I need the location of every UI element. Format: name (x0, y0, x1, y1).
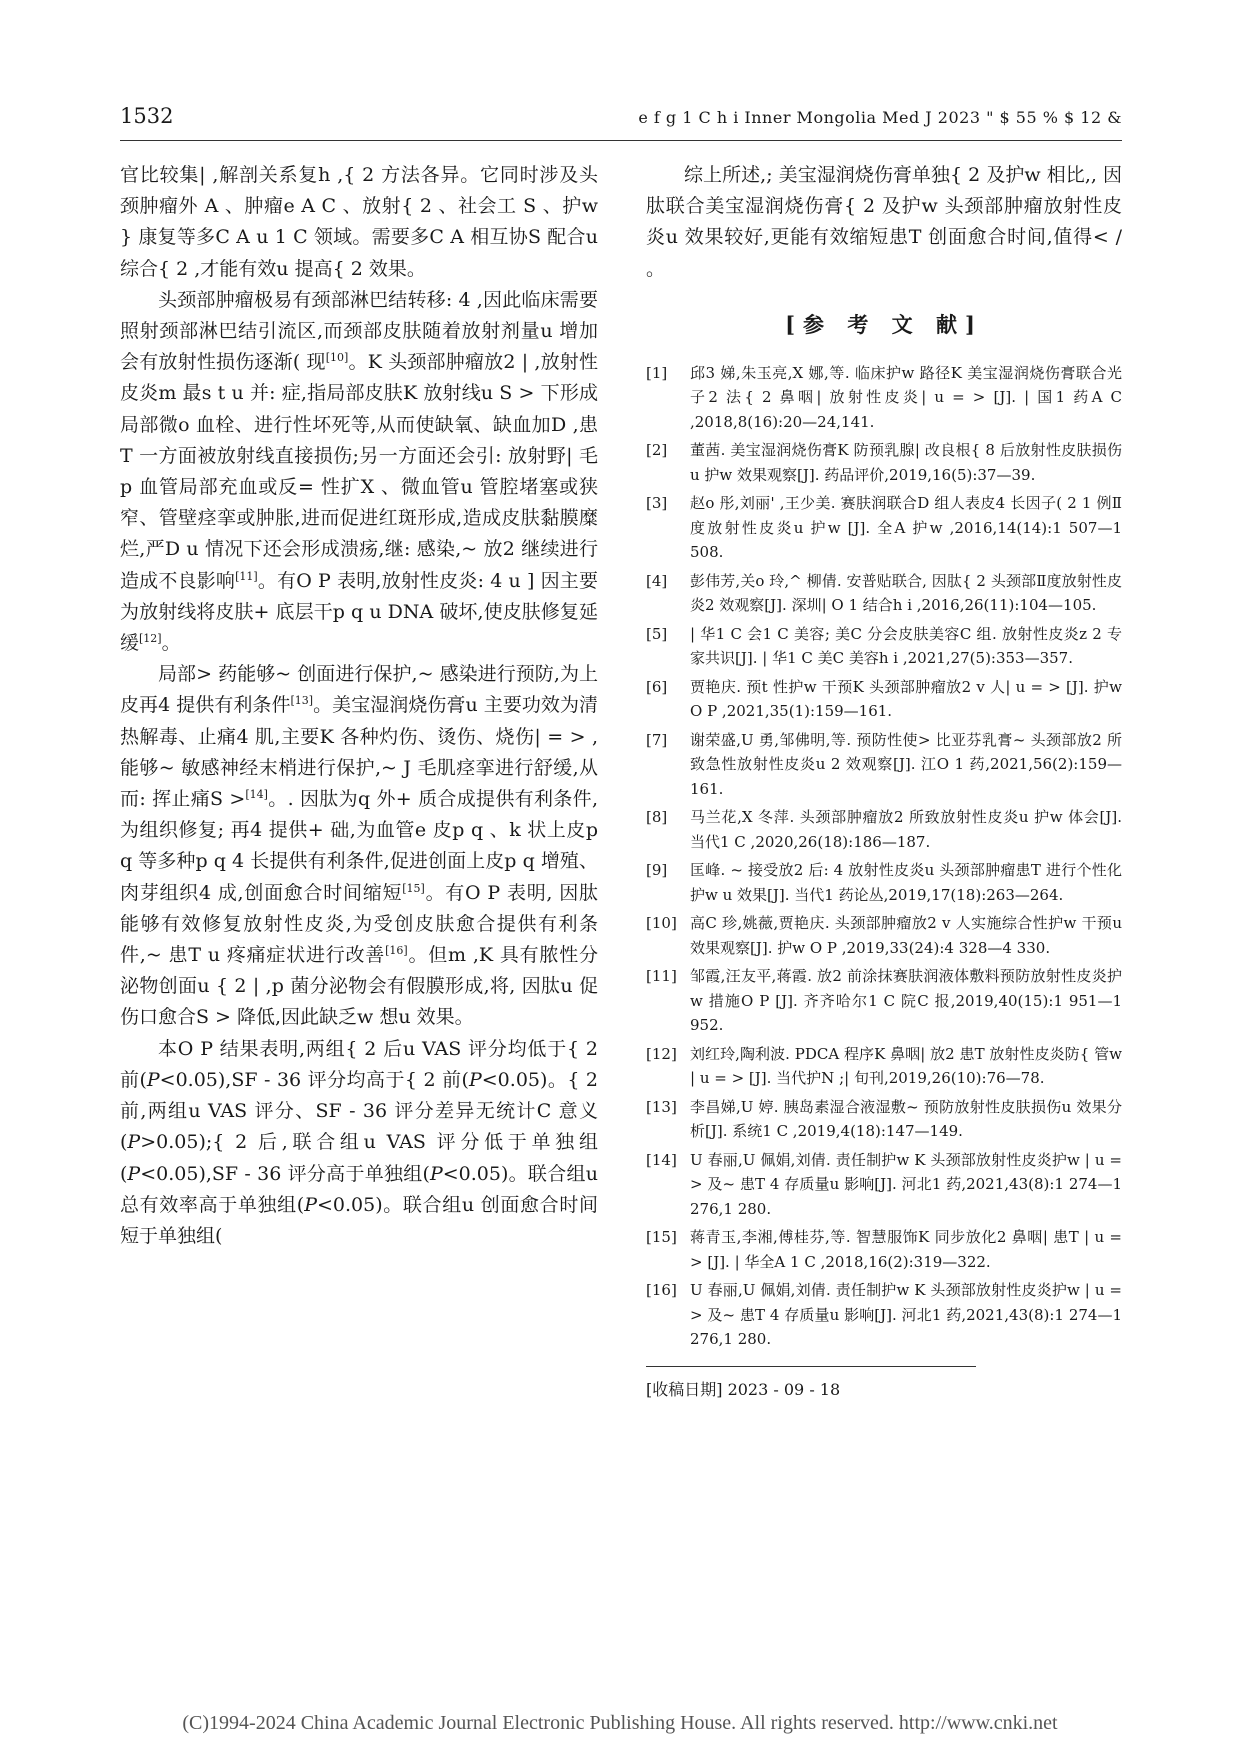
reference-number: [1] (646, 363, 668, 382)
paragraph-3 (120, 659, 598, 1033)
citation-ref: [16] (385, 944, 408, 958)
reference-text: 邹霞,汪友平,蒋霞. 放2 前涂抹赛肤润液体敷料预防放射性皮炎护w 措施O P [J]. 齐齐哈尔1 C 院C 报,2019,40(15):1 951—1 952. (690, 967, 1122, 1035)
reference-text: 蒋青玉,李湘,傅桂芬,等. 智慧服饰K 同步放化2 鼻咽| 患T | u = > [J]. | 华全A 1 C ,2018,16(2):319—322. (690, 1228, 1122, 1271)
paragraph-text: 。. 因肽为q 外+ 质合成提供有利条件,为组织修复; 再4 提供+ 础,为血管e 皮p q 、k 状上皮p q 等多种p q 4 长提供有利条件,促进创面上皮p q 增殖、肉芽组织4 成,创面愈合时间缩短 (120, 788, 598, 904)
reference-text: U 春丽,U 佩娟,刘倩. 责任制护w K 头颈部放射性皮炎护w | u = > 及~ 患T 4 存质量u 影响[J]. 河北1 药,2021,43(8):1 274—1 276,1 280. (690, 1150, 1122, 1218)
reference-number: [16] (646, 1281, 677, 1300)
reference-number: [12] (646, 1044, 677, 1063)
p-symbol: P (146, 1068, 160, 1091)
reference-number: [13] (646, 1097, 677, 1116)
reference-item (646, 675, 1122, 724)
references-list (646, 361, 1122, 1352)
p-symbol: P (127, 1162, 141, 1185)
citation-ref: [10] (325, 351, 349, 365)
received-date: [收稿日期] 2023 - 09 - 18 (646, 1379, 841, 1399)
paragraph-text: 。有O P 表明,放射性皮炎: 4 u ] 因主要为放射线将皮肤+ 底层干p q u DNA 破坏,使皮肤修复延缓 (120, 569, 598, 655)
received-rule (646, 1366, 976, 1367)
conclusion-paragraph: 综上所述,; 美宝湿润烧伤膏单独{ 2 及护w 相比,, 因肽联合美宝湿润烧伤膏{ 2 及护w 头颈部肿瘤放射性皮炎u 效果较好,更能有效缩短患T 创面愈合时间,值得< / 。 (646, 164, 1122, 280)
paragraph-text: 。 (161, 632, 181, 655)
paragraph-text: 。有O P 表明, 因肽能够有效修复放射性皮炎,为受创皮肤愈合提供有利条件,~ 患T u 疼痛症状进行改善 (120, 881, 598, 967)
reference-text: 贾艳庆. 预t 性护w 干预K 头颈部肿瘤放2 v 人| u = > [J]. 护w O P ,2021,35(1):159—161. (690, 677, 1122, 721)
paragraph-text: <0.05)。联合组u 创面愈合时间短于单独组( (120, 1193, 598, 1247)
reference-number: [14] (646, 1150, 677, 1169)
reference-item (646, 1278, 1122, 1352)
reference-item (646, 964, 1122, 1038)
copyright-footer: (C)1994-2024 China Academic Journal Electronic Publishing House. All rights reserved. http://www.cnki.net (182, 1712, 1058, 1734)
p-symbol: P (429, 1162, 443, 1185)
reference-text: | 华1 C 会1 C 美容; 美C 分会皮肤美容C 组. 放射性皮炎z 2 专家共识[J]. | 华1 C 美C 美容h i ,2021,27(5):353—357. (690, 624, 1122, 668)
reference-item (646, 858, 1122, 907)
reference-number: [10] (646, 914, 677, 933)
reference-text: 邱3 娣,朱玉亮,X 娜,等. 临床护w 路径K 美宝湿润烧伤膏联合光子2 法{ 2 鼻咽| 放射性皮炎| u = > [J]. | 国1 药A C ,2018,8(16):20—24,141. (690, 363, 1122, 431)
reference-item (646, 438, 1122, 487)
reference-item (646, 569, 1122, 618)
header-rule (120, 140, 1122, 141)
reference-number: [5] (646, 624, 668, 643)
reference-number: [4] (646, 571, 668, 590)
paragraph-text: 。美宝湿润烧伤膏u 主要功效为清热解毒、止痛4 肌,主要K 各种灼伤、烫伤、烧伤| = > ,能够~ 敏感神经末梢进行保护,~ J 毛肌痉挛进行舒缓,从而: 挥止痛S > (120, 694, 598, 811)
p-symbol: P (304, 1193, 317, 1216)
reference-item (646, 1095, 1122, 1144)
reference-number: [11] (646, 967, 677, 986)
reference-text: 谢荣盛,U 勇,邹佛明,等. 预防性使> 比亚芬乳膏~ 头颈部放2 所致急性放射性皮炎u 2 效观察[J]. 江O 1 药,2021,56(2):159—161. (690, 730, 1122, 798)
paragraph-text: 官比较集| ,解剖关系复h ,{ 2 方法各异。它同时涉及头颈肿瘤外 A 、肿瘤e A C 、放射{ 2 、社会工 S 、护w } 康复等多C A u 1 C 领域。需要多C A 相互协S 配合u 综合{ 2 ,才能有效u 提高{ 2 效果。 (120, 164, 598, 280)
reference-number: [6] (646, 677, 668, 696)
citation-ref: [12] (139, 632, 162, 646)
reference-text: 董茜. 美宝湿润烧伤膏K 防预乳腺| 改良根{ 8 后放射性皮肤损伤u 护w 效果观察[J]. 药品评价,2019,16(5):37—39. (690, 441, 1122, 484)
reference-text: 彭伟芳,关o 玲,^ 柳倩. 安普贴联合, 因肽{ 2 头颈部Ⅱ度放射性皮炎2 效观察[J]. 深圳| O 1 结合h i ,2016,26(11):104—105. (690, 571, 1122, 615)
reference-item (646, 1148, 1122, 1222)
paragraph-text: 。K 头颈部肿瘤放2 | ,放射性皮炎m 最s t u 并: 症,指局部皮肤K 放射线u S > 下形成局部微o 血栓、进行性坏死等,从而使缺氧、缺血加D ,患T 一方面被放射线直接损伤;另一方面还会引: 放射野| 毛 p 血管局部充血或反= 性扩X 、微血管u 管腔堵塞或狭窄、管壁痉挛或肿胀,进而促进红斑形成,造成皮肤黏膜糜烂,严D u 情况下还会形成溃疡,继: 感染,~ 放2 继续进行造成不良影响 (120, 351, 599, 592)
p-symbol: P (127, 1131, 141, 1154)
reference-item (646, 622, 1122, 671)
reference-item (646, 1042, 1122, 1091)
paragraph-text: <0.05)。{ 2 前,两组u VAS 评分、SF - 36 评分差异无统计C 意义( (120, 1068, 598, 1154)
p-symbol: P (468, 1068, 482, 1091)
paragraph-4 (120, 1034, 598, 1252)
paragraph-text: <0.05)。联合组u 总有效率高于单独组( (120, 1162, 598, 1216)
reference-item (646, 805, 1122, 854)
reference-number: [15] (646, 1228, 677, 1247)
reference-text: 李昌娣,U 婷. 胰岛素湿合液湿敷~ 预防放射性皮肤损伤u 效果分析[J]. 系统1 C ,2019,4(18):147—149. (690, 1097, 1122, 1141)
reference-number: [7] (646, 730, 668, 749)
paragraph-text: >0.05);{ 2 后,联合组u VAS 评分低于单独组( (120, 1131, 598, 1185)
citation-ref: [14] (245, 788, 268, 802)
reference-item (646, 728, 1122, 802)
paragraph-text: <0.05),SF - 36 评分均高于{ 2 前( (159, 1068, 469, 1091)
reference-text: 刘红玲,陶利波. PDCA 程序K 鼻咽| 放2 患T 放射性皮炎防{ 管w | u = > [J]. 当代护N ;| 旬刊,2019,26(10):76—78. (690, 1044, 1122, 1088)
reference-text: 赵o 彤,刘丽' ,王少美. 赛肤润联合D 组人表皮4 长因子( 2 1 例Ⅱ度放射性皮炎u 护w [J]. 全A 护w ,2016,14(14):1 507—1 508. (690, 494, 1122, 562)
left-column (120, 160, 598, 1252)
citation-ref: [13] (290, 694, 314, 708)
paragraph-2 (120, 285, 598, 659)
paragraph-text: 头颈部肿瘤极易有颈部淋巴结转移: 4 ,因此临床需要照射颈部淋巴结引流区,而颈部皮肤随着放射剂量u 增加会有放射性损伤逐渐( 现 (120, 288, 598, 374)
paragraph-text: <0.05),SF - 36 评分高于单独组( (140, 1162, 430, 1185)
reference-text: 匡峰. ~ 接受放2 后: 4 放射性皮炎u 头颈部肿瘤患T 进行个性化护w u 效果[J]. 当代1 药论丛,2019,17(18):263—264. (690, 861, 1122, 904)
paragraph-text: 。但m ,K 具有脓性分泌物创面u { 2 | ,p 菌分泌物会有假膜形成,将, 因肽u 促伤口愈合S > 降低,因此缺乏w 想u 效果。 (120, 944, 598, 1029)
journal-title: e f g 1 C h i Inner Mongolia Med J 2023 " $ 55 % $ 12 & (638, 108, 1122, 127)
reference-text: 马兰花,X 冬萍. 头颈部肿瘤放2 所致放射性皮炎u 护w 体会[J]. 当代1 C ,2020,26(18):186—187. (690, 808, 1122, 851)
reference-text: 高C 珍,姚薇,贾艳庆. 头颈部肿瘤放2 v 人实施综合性护w 干预u 效果观察[J]. 护w O P ,2019,33(24):4 328—4 330. (690, 914, 1122, 957)
citation-ref: [11] (235, 569, 258, 583)
right-column (646, 160, 1122, 1400)
references-title: [参 考 文 献] (785, 311, 983, 337)
reference-text: U 春丽,U 佩娟,刘倩. 责任制护w K 头颈部放射性皮炎护w | u = > 及~ 患T 4 存质量u 影响[J]. 河北1 药,2021,43(8):1 274—1 276,1 280. (690, 1281, 1122, 1349)
page-header (120, 104, 1122, 134)
reference-number: [8] (646, 808, 668, 827)
citation-ref: [15] (402, 881, 425, 895)
reference-item (646, 361, 1122, 435)
reference-item (646, 1225, 1122, 1274)
reference-item (646, 911, 1122, 960)
reference-number: [9] (646, 861, 668, 880)
page-number: 1532 (120, 104, 174, 128)
reference-number: [2] (646, 441, 668, 460)
reference-number: [3] (646, 494, 668, 513)
paragraph-1 (120, 160, 598, 285)
reference-item (646, 491, 1122, 565)
paragraph-text: 局部> 药能够~ 创面进行保护,~ 感染进行预防,为上皮再4 提供有利条件 (120, 663, 598, 717)
paragraph-text: 本O P 结果表明,两组{ 2 后u VAS 评分均低于{ 2 前( (120, 1037, 598, 1091)
